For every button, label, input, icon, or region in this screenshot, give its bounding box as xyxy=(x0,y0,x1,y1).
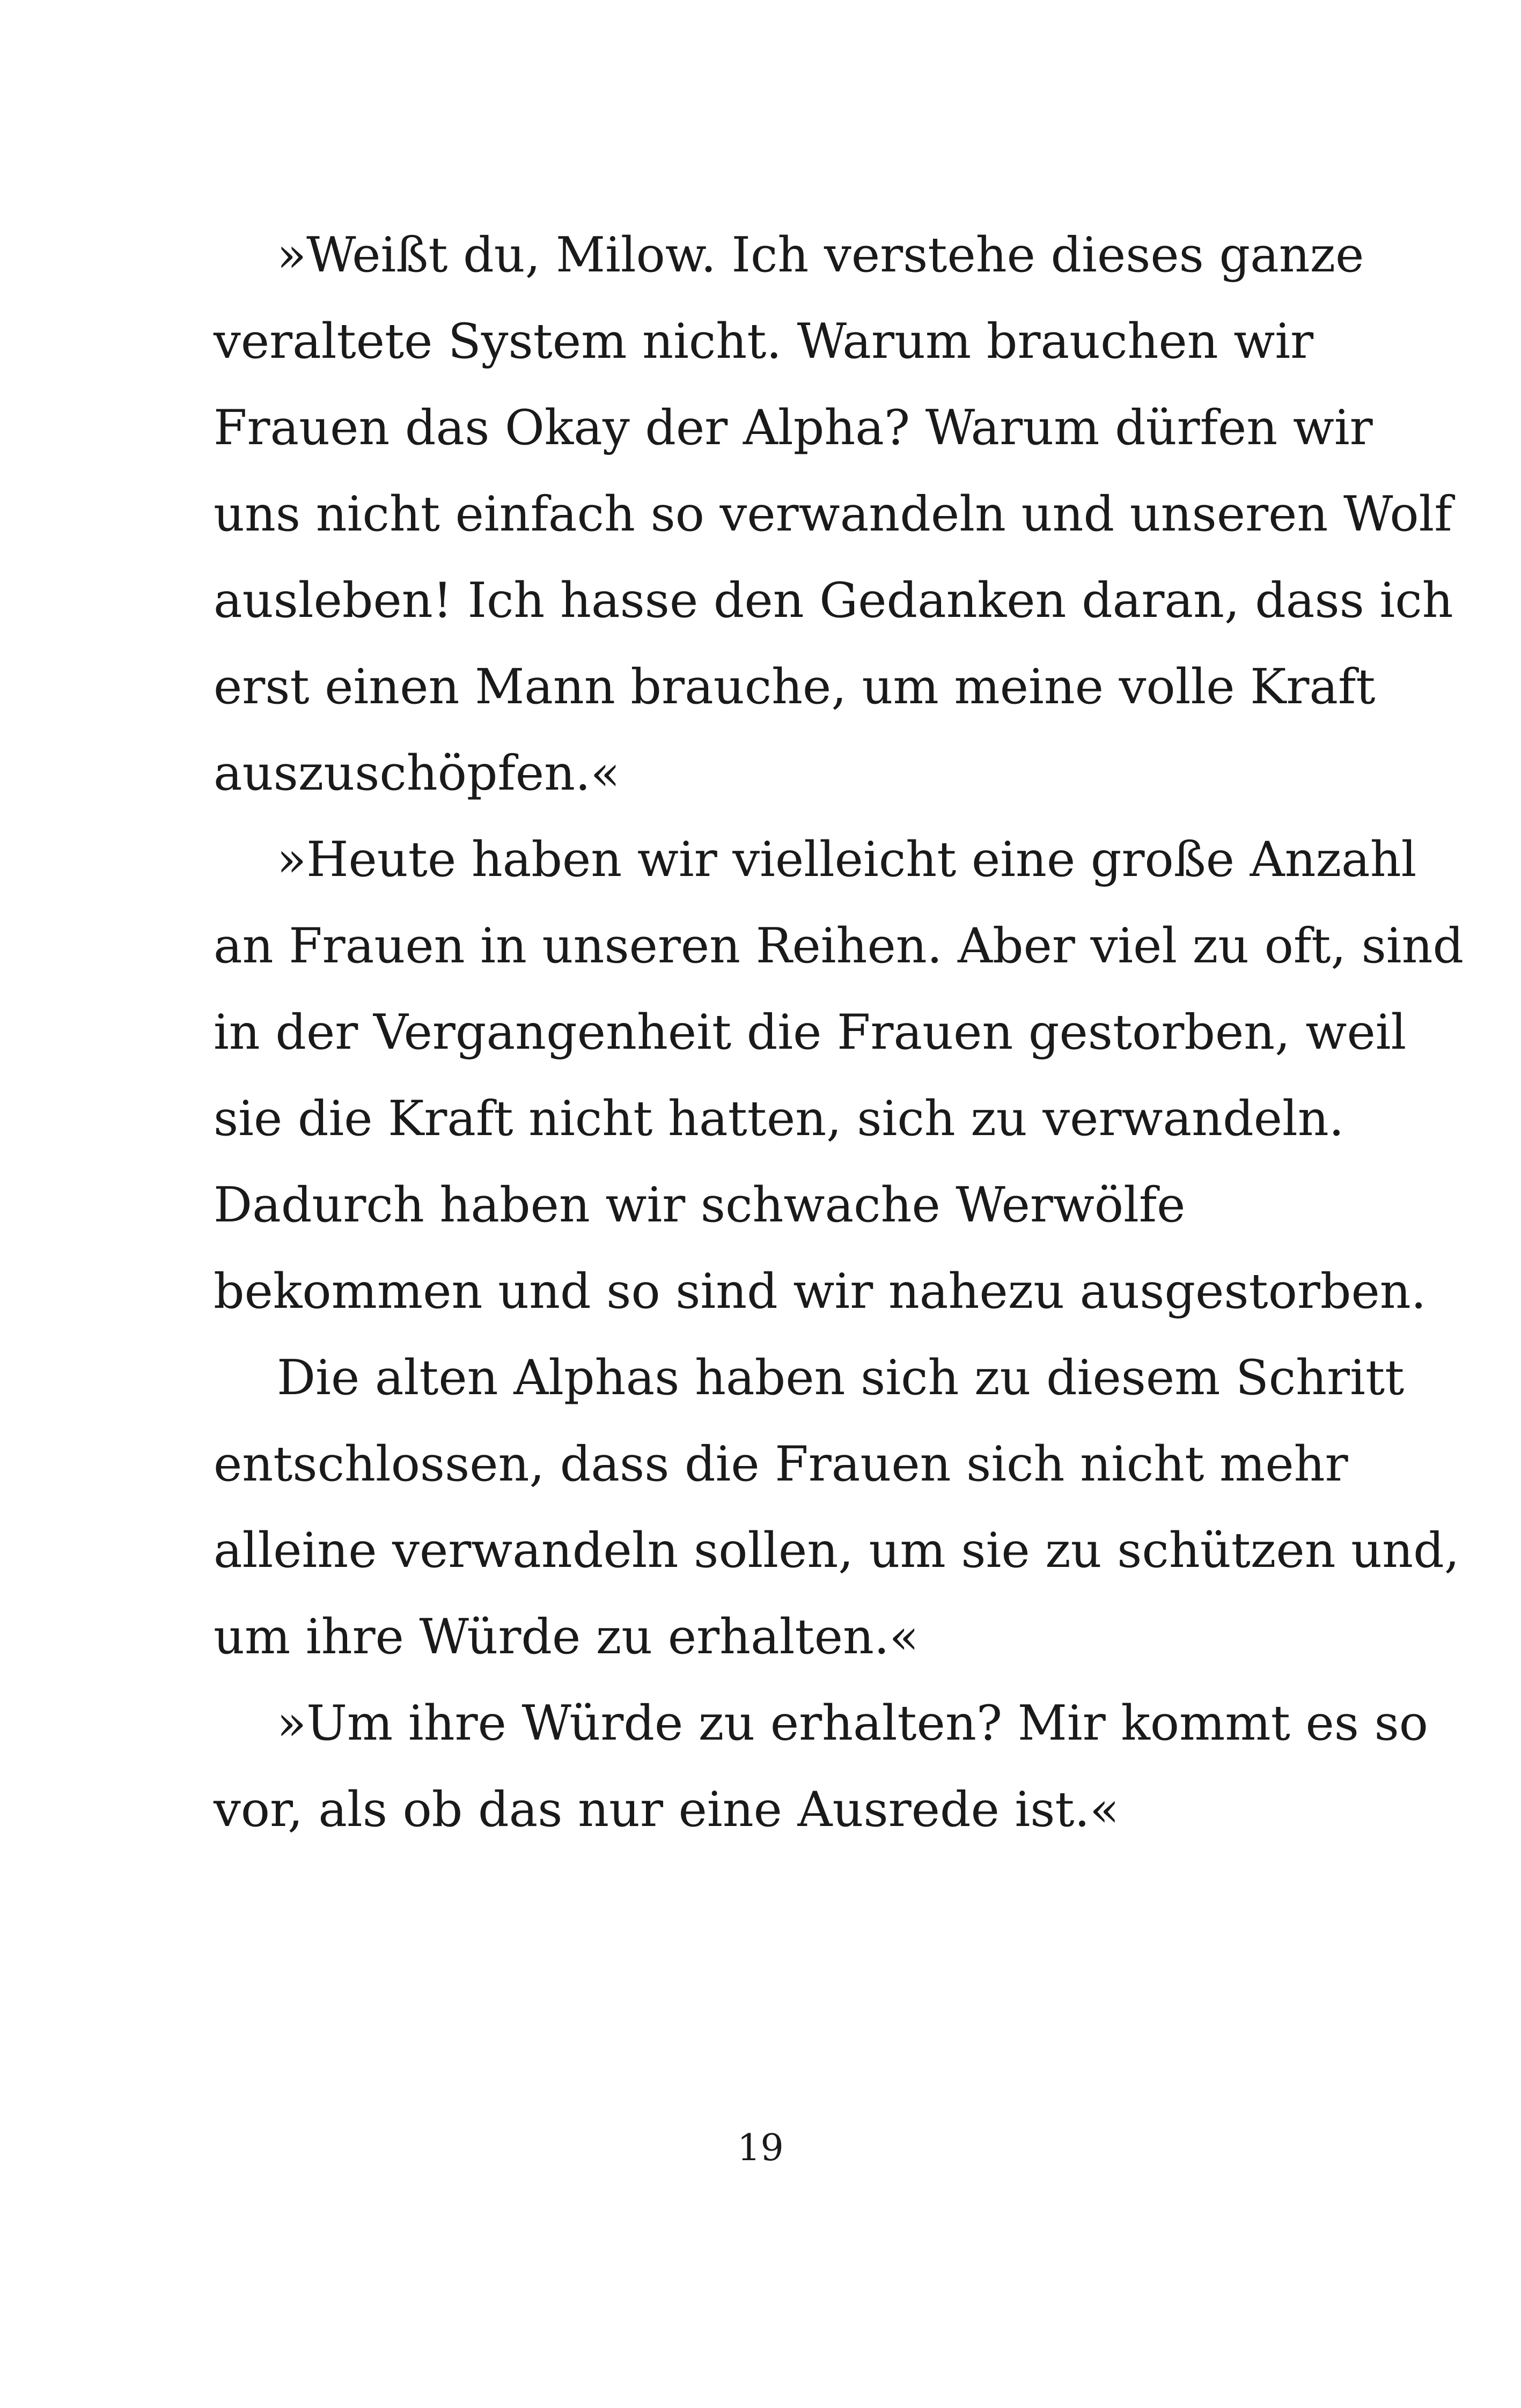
text-line: erst einen Mann brauche, um meine volle Kraft xyxy=(214,659,1376,715)
text-line: alleine verwandeln sollen, um sie zu schützen und, xyxy=(214,1522,1460,1579)
text-line: entschlossen, dass die Frauen sich nicht mehr xyxy=(214,1436,1348,1492)
text-line: Dadurch haben wir schwache Werwölfe xyxy=(214,1177,1186,1233)
text-line: sie die Kraft nicht hatten, sich zu verwandeln. xyxy=(214,1091,1344,1147)
text-line: auszuschöpfen.« xyxy=(214,745,620,801)
page-number: 19 xyxy=(737,2127,784,2169)
text-line: in der Vergangenheit die Frauen gestorben, weil xyxy=(214,1004,1407,1061)
text-line: ausleben! Ich hasse den Gedanken daran, dass ich xyxy=(214,572,1453,629)
text-line: an Frauen in unseren Reihen. Aber viel zu oft, sind xyxy=(214,918,1464,974)
text-line: »Um ihre Würde zu erhalten? Mir kommt es so xyxy=(277,1695,1428,1751)
text-line: »Weißt du, Milow. Ich verstehe dieses ganze xyxy=(277,227,1364,283)
body-text xyxy=(214,212,1464,1853)
text-line: bekommen und so sind wir nahezu ausgestorben. xyxy=(214,1263,1427,1320)
text-line: Frauen das Okay der Alpha? Warum dürfen wir xyxy=(214,400,1373,456)
text-line: uns nicht einfach so verwandeln und unseren Wolf xyxy=(214,486,1452,542)
text-line: um ihre Würde zu erhalten.« xyxy=(214,1609,919,1665)
text-line: vor, als ob das nur eine Ausrede ist.« xyxy=(214,1781,1120,1838)
text-line: veraltete System nicht. Warum brauchen wir xyxy=(214,313,1314,370)
text-line: Die alten Alphas haben sich zu diesem Schritt xyxy=(277,1350,1405,1406)
text-line: »Heute haben wir vielleicht eine große Anzahl xyxy=(277,831,1417,888)
